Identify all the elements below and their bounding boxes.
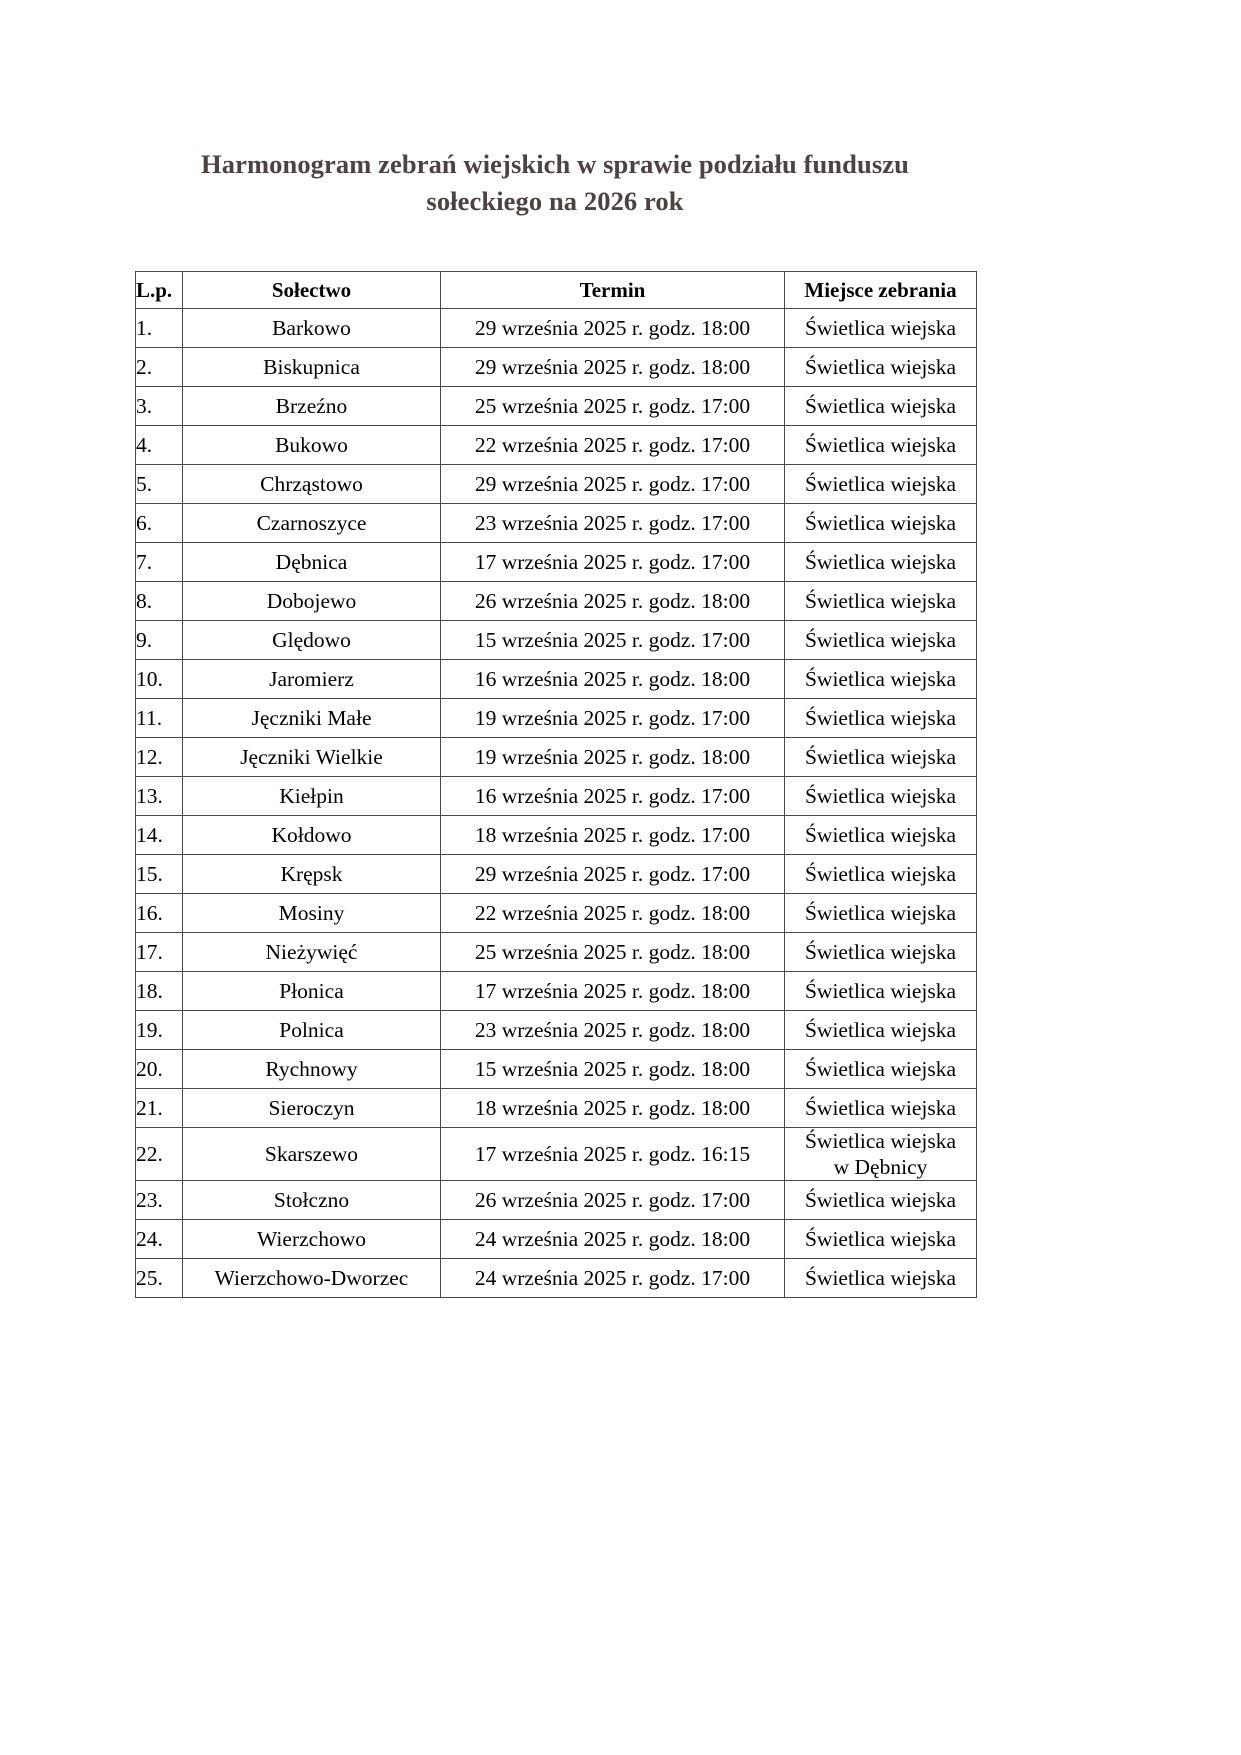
cell-lp: 21. [136,1089,183,1128]
table-row [136,1259,977,1298]
column-header-termin: Termin [441,272,785,309]
cell-solectwo: Rychnowy [183,1050,441,1089]
cell-lp: 16. [136,894,183,933]
table-row [136,738,977,777]
cell-solectwo: Kiełpin [183,777,441,816]
table-row [136,504,977,543]
cell-solectwo: Ględowo [183,621,441,660]
cell-solectwo: Chrząstowo [183,465,441,504]
table-row [136,1220,977,1259]
table-row [136,816,977,855]
table-row [136,1181,977,1220]
cell-termin: 17 września 2025 r. godz. 18:00 [441,972,785,1011]
cell-lp: 23. [136,1181,183,1220]
cell-miejsce: Świetlica wiejska [785,426,977,465]
cell-miejsce: Świetlica wiejska [785,543,977,582]
table-row [136,426,977,465]
cell-solectwo: Skarszewo [183,1128,441,1181]
schedule-table [135,271,977,1298]
cell-termin: 26 września 2025 r. godz. 17:00 [441,1181,785,1220]
cell-lp: 11. [136,699,183,738]
cell-miejsce: Świetlica wiejska [785,972,977,1011]
cell-solectwo: Polnica [183,1011,441,1050]
cell-termin: 29 września 2025 r. godz. 17:00 [441,465,785,504]
cell-lp: 6. [136,504,183,543]
cell-miejsce: Świetlica wiejska [785,738,977,777]
table-row [136,855,977,894]
cell-solectwo: Czarnoszyce [183,504,441,543]
cell-lp: 8. [136,582,183,621]
cell-termin: 17 września 2025 r. godz. 17:00 [441,543,785,582]
cell-lp: 10. [136,660,183,699]
cell-miejsce: Świetlica wiejska [785,894,977,933]
cell-solectwo: Wierzchowo-Dworzec [183,1259,441,1298]
table-row [136,543,977,582]
cell-termin: 29 września 2025 r. godz. 18:00 [441,348,785,387]
cell-solectwo: Biskupnica [183,348,441,387]
page-title-line-2: sołeckiego na 2026 rok [426,186,684,217]
table-row [136,1011,977,1050]
table-row [136,465,977,504]
cell-lp: 25. [136,1259,183,1298]
cell-miejsce: Świetlica wiejska [785,1050,977,1089]
cell-lp: 9. [136,621,183,660]
table-row [136,582,977,621]
table-row [136,1128,977,1181]
cell-miejsce: Świetlica wiejska [785,816,977,855]
cell-lp: 15. [136,855,183,894]
cell-miejsce: Świetlica wiejska [785,309,977,348]
cell-miejsce: Świetlica wiejska [785,465,977,504]
cell-miejsce: Świetlica wiejska [785,1011,977,1050]
table-row [136,894,977,933]
cell-lp: 2. [136,348,183,387]
cell-termin: 22 września 2025 r. godz. 17:00 [441,426,785,465]
cell-lp: 17. [136,933,183,972]
cell-miejsce: Świetlica wiejska [785,855,977,894]
cell-lp: 4. [136,426,183,465]
cell-solectwo: Krępsk [183,855,441,894]
cell-solectwo: Mosiny [183,894,441,933]
cell-termin: 25 września 2025 r. godz. 18:00 [441,933,785,972]
cell-termin: 17 września 2025 r. godz. 16:15 [441,1128,785,1181]
table-row [136,699,977,738]
table-row [136,348,977,387]
table-row [136,1050,977,1089]
cell-lp: 19. [136,1011,183,1050]
cell-solectwo: Dobojewo [183,582,441,621]
cell-solectwo: Jęczniki Wielkie [183,738,441,777]
schedule-table-wrapper [135,271,976,1298]
cell-miejsce: Świetlica wiejska [785,621,977,660]
cell-miejsce-line-2: w Dębnicy [833,1155,928,1180]
cell-miejsce: Świetlica wiejska [785,387,977,426]
cell-solectwo: Bukowo [183,426,441,465]
cell-miejsce: Świetlica wiejska [785,582,977,621]
cell-termin: 23 września 2025 r. godz. 18:00 [441,1011,785,1050]
table-row [136,309,977,348]
column-header-miejsce: Miejsce zebrania [785,272,977,309]
cell-termin: 15 września 2025 r. godz. 17:00 [441,621,785,660]
cell-termin: 24 września 2025 r. godz. 17:00 [441,1259,785,1298]
cell-termin: 18 września 2025 r. godz. 17:00 [441,816,785,855]
cell-miejsce: Świetlica wiejska [785,777,977,816]
cell-solectwo: Stołczno [183,1181,441,1220]
page-title [150,146,960,221]
cell-miejsce: Świetlica wiejska [785,1220,977,1259]
cell-solectwo: Dębnica [183,543,441,582]
cell-solectwo: Barkowo [183,309,441,348]
cell-lp: 3. [136,387,183,426]
cell-termin: 29 września 2025 r. godz. 18:00 [441,309,785,348]
cell-termin: 18 września 2025 r. godz. 18:00 [441,1089,785,1128]
cell-miejsce [785,1128,977,1181]
page-title-line-1: Harmonogram zebrań wiejskich w sprawie podziału funduszu [201,148,909,179]
cell-solectwo: Sieroczyn [183,1089,441,1128]
cell-solectwo: Brzeźno [183,387,441,426]
cell-termin: 26 września 2025 r. godz. 18:00 [441,582,785,621]
table-row [136,660,977,699]
cell-termin: 16 września 2025 r. godz. 17:00 [441,777,785,816]
cell-lp: 13. [136,777,183,816]
cell-lp: 18. [136,972,183,1011]
column-header-solectwo: Sołectwo [183,272,441,309]
table-body [136,309,977,1298]
cell-termin: 29 września 2025 r. godz. 17:00 [441,855,785,894]
cell-solectwo: Kołdowo [183,816,441,855]
cell-termin: 25 września 2025 r. godz. 17:00 [441,387,785,426]
cell-lp: 22. [136,1128,183,1181]
cell-miejsce: Świetlica wiejska [785,1089,977,1128]
table-row [136,621,977,660]
cell-termin: 22 września 2025 r. godz. 18:00 [441,894,785,933]
cell-solectwo: Jaromierz [183,660,441,699]
cell-termin: 23 września 2025 r. godz. 17:00 [441,504,785,543]
cell-solectwo: Jęczniki Małe [183,699,441,738]
table-header-row [136,272,977,309]
cell-lp: 20. [136,1050,183,1089]
cell-termin: 19 września 2025 r. godz. 18:00 [441,738,785,777]
table-row [136,387,977,426]
cell-termin: 19 września 2025 r. godz. 17:00 [441,699,785,738]
cell-lp: 24. [136,1220,183,1259]
cell-lp: 12. [136,738,183,777]
cell-miejsce: Świetlica wiejska [785,1259,977,1298]
cell-miejsce: Świetlica wiejska [785,1181,977,1220]
cell-miejsce: Świetlica wiejska [785,660,977,699]
cell-lp: 1. [136,309,183,348]
column-header-lp: L.p. [136,272,183,309]
cell-termin: 24 września 2025 r. godz. 18:00 [441,1220,785,1259]
cell-miejsce-line-1: Świetlica wiejska [804,1129,957,1153]
table-row [136,972,977,1011]
cell-solectwo: Wierzchowo [183,1220,441,1259]
cell-miejsce: Świetlica wiejska [785,504,977,543]
cell-termin: 16 września 2025 r. godz. 18:00 [441,660,785,699]
cell-lp: 14. [136,816,183,855]
cell-miejsce: Świetlica wiejska [785,348,977,387]
table-row [136,933,977,972]
table-row [136,777,977,816]
table-header [136,272,977,309]
cell-miejsce: Świetlica wiejska [785,699,977,738]
cell-termin: 15 września 2025 r. godz. 18:00 [441,1050,785,1089]
cell-lp: 5. [136,465,183,504]
table-row [136,1089,977,1128]
cell-miejsce: Świetlica wiejska [785,933,977,972]
cell-solectwo: Nieżywięć [183,933,441,972]
cell-solectwo: Płonica [183,972,441,1011]
cell-lp: 7. [136,543,183,582]
